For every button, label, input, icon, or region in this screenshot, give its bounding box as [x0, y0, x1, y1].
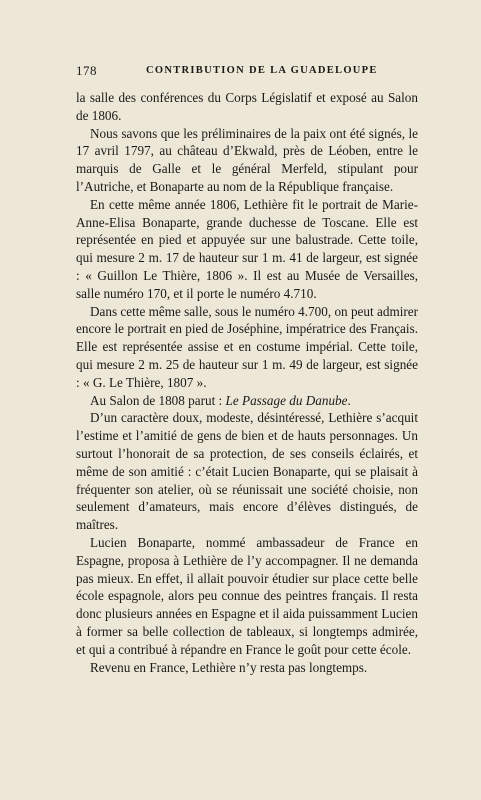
running-title: CONTRIBUTION DE LA GUADELOUPE: [146, 65, 378, 76]
paragraph-1: la salle des conférences du Corps Législatif et exposé au Salon de 1806.: [76, 90, 418, 123]
body-text: [76, 89, 418, 676]
paragraph-4: Dans cette même salle, sous le numéro 4.700, on peut admirer encore le portrait en pied de Joséphine, impératrice des Français. Elle est représentée assise et en costume impérial. Cette toile, qui mesure 2 m. 25 de hauteur sur 1 m. 49 de largeur, est signée : « G. Le Thière, 1807 ».: [76, 303, 418, 390]
page-number: 178: [76, 63, 97, 78]
paragraph-5-text-before: Au Salon de 1808 parut :: [90, 392, 226, 408]
running-head: [66, 62, 419, 80]
paragraph-6: D’un caractère doux, modeste, désintéressé, Lethière s’acquit l’estime et l’amitié de gens de bien et de hauts personnages. Un surtout l’honorait de sa protection, de ses conseils éclairés, et même de son amitié : c’était Lucien Bonaparte, qui se plaisait à fréquenter son atelier, où se réunissait une société choisie, non seulement d’amateurs, mais encore d’élèves distingués, de maîtres.: [76, 410, 418, 533]
paragraph-7: Lucien Bonaparte, nommé ambassadeur de France en Espagne, proposa à Lethière de l’y accompagner. Il ne demanda pas mieux. En effet, il allait pouvoir étudier sur place cette belle école espagnole, alors peu connue des peintres français. Il resta donc plusieurs années en Espagne et il aida puissamment Lucien à former sa belle collection de tableaux, si longtemps admirée, et qui a contribué à répandre en France le goût pour cette école.: [76, 534, 418, 657]
paragraph-3: En cette même année 1806, Lethière fit le portrait de Marie-Anne-Elisa Bonaparte, grande duchesse de Toscane. Elle est représentée en pied et appuyée sur une balustrade. Cette toile, qui mesure 2 m. 17 de hauteur sur 1 m. 41 de largeur, est signée : « Guillon Le Thière, 1806 ». Il est au Musée de Versailles, salle numéro 170, et il porte le numéro 4.710.: [76, 196, 418, 301]
paragraph-8: Revenu en France, Lethière n’y resta pas longtemps.: [90, 659, 368, 675]
paragraph-5-text-after: .: [347, 392, 351, 408]
paragraph-5: [76, 392, 418, 410]
paragraph-2: Nous savons que les préliminaires de la paix ont été signés, le 17 avril 1797, au château d’Ekwald, près de Léoben, entre le marquis de Galle et le général Merfeld, stipulant pour l’Autriche, et Bonaparte au nom de la République française.: [76, 125, 418, 194]
painting-title: Le Passage du Danube: [225, 392, 348, 408]
